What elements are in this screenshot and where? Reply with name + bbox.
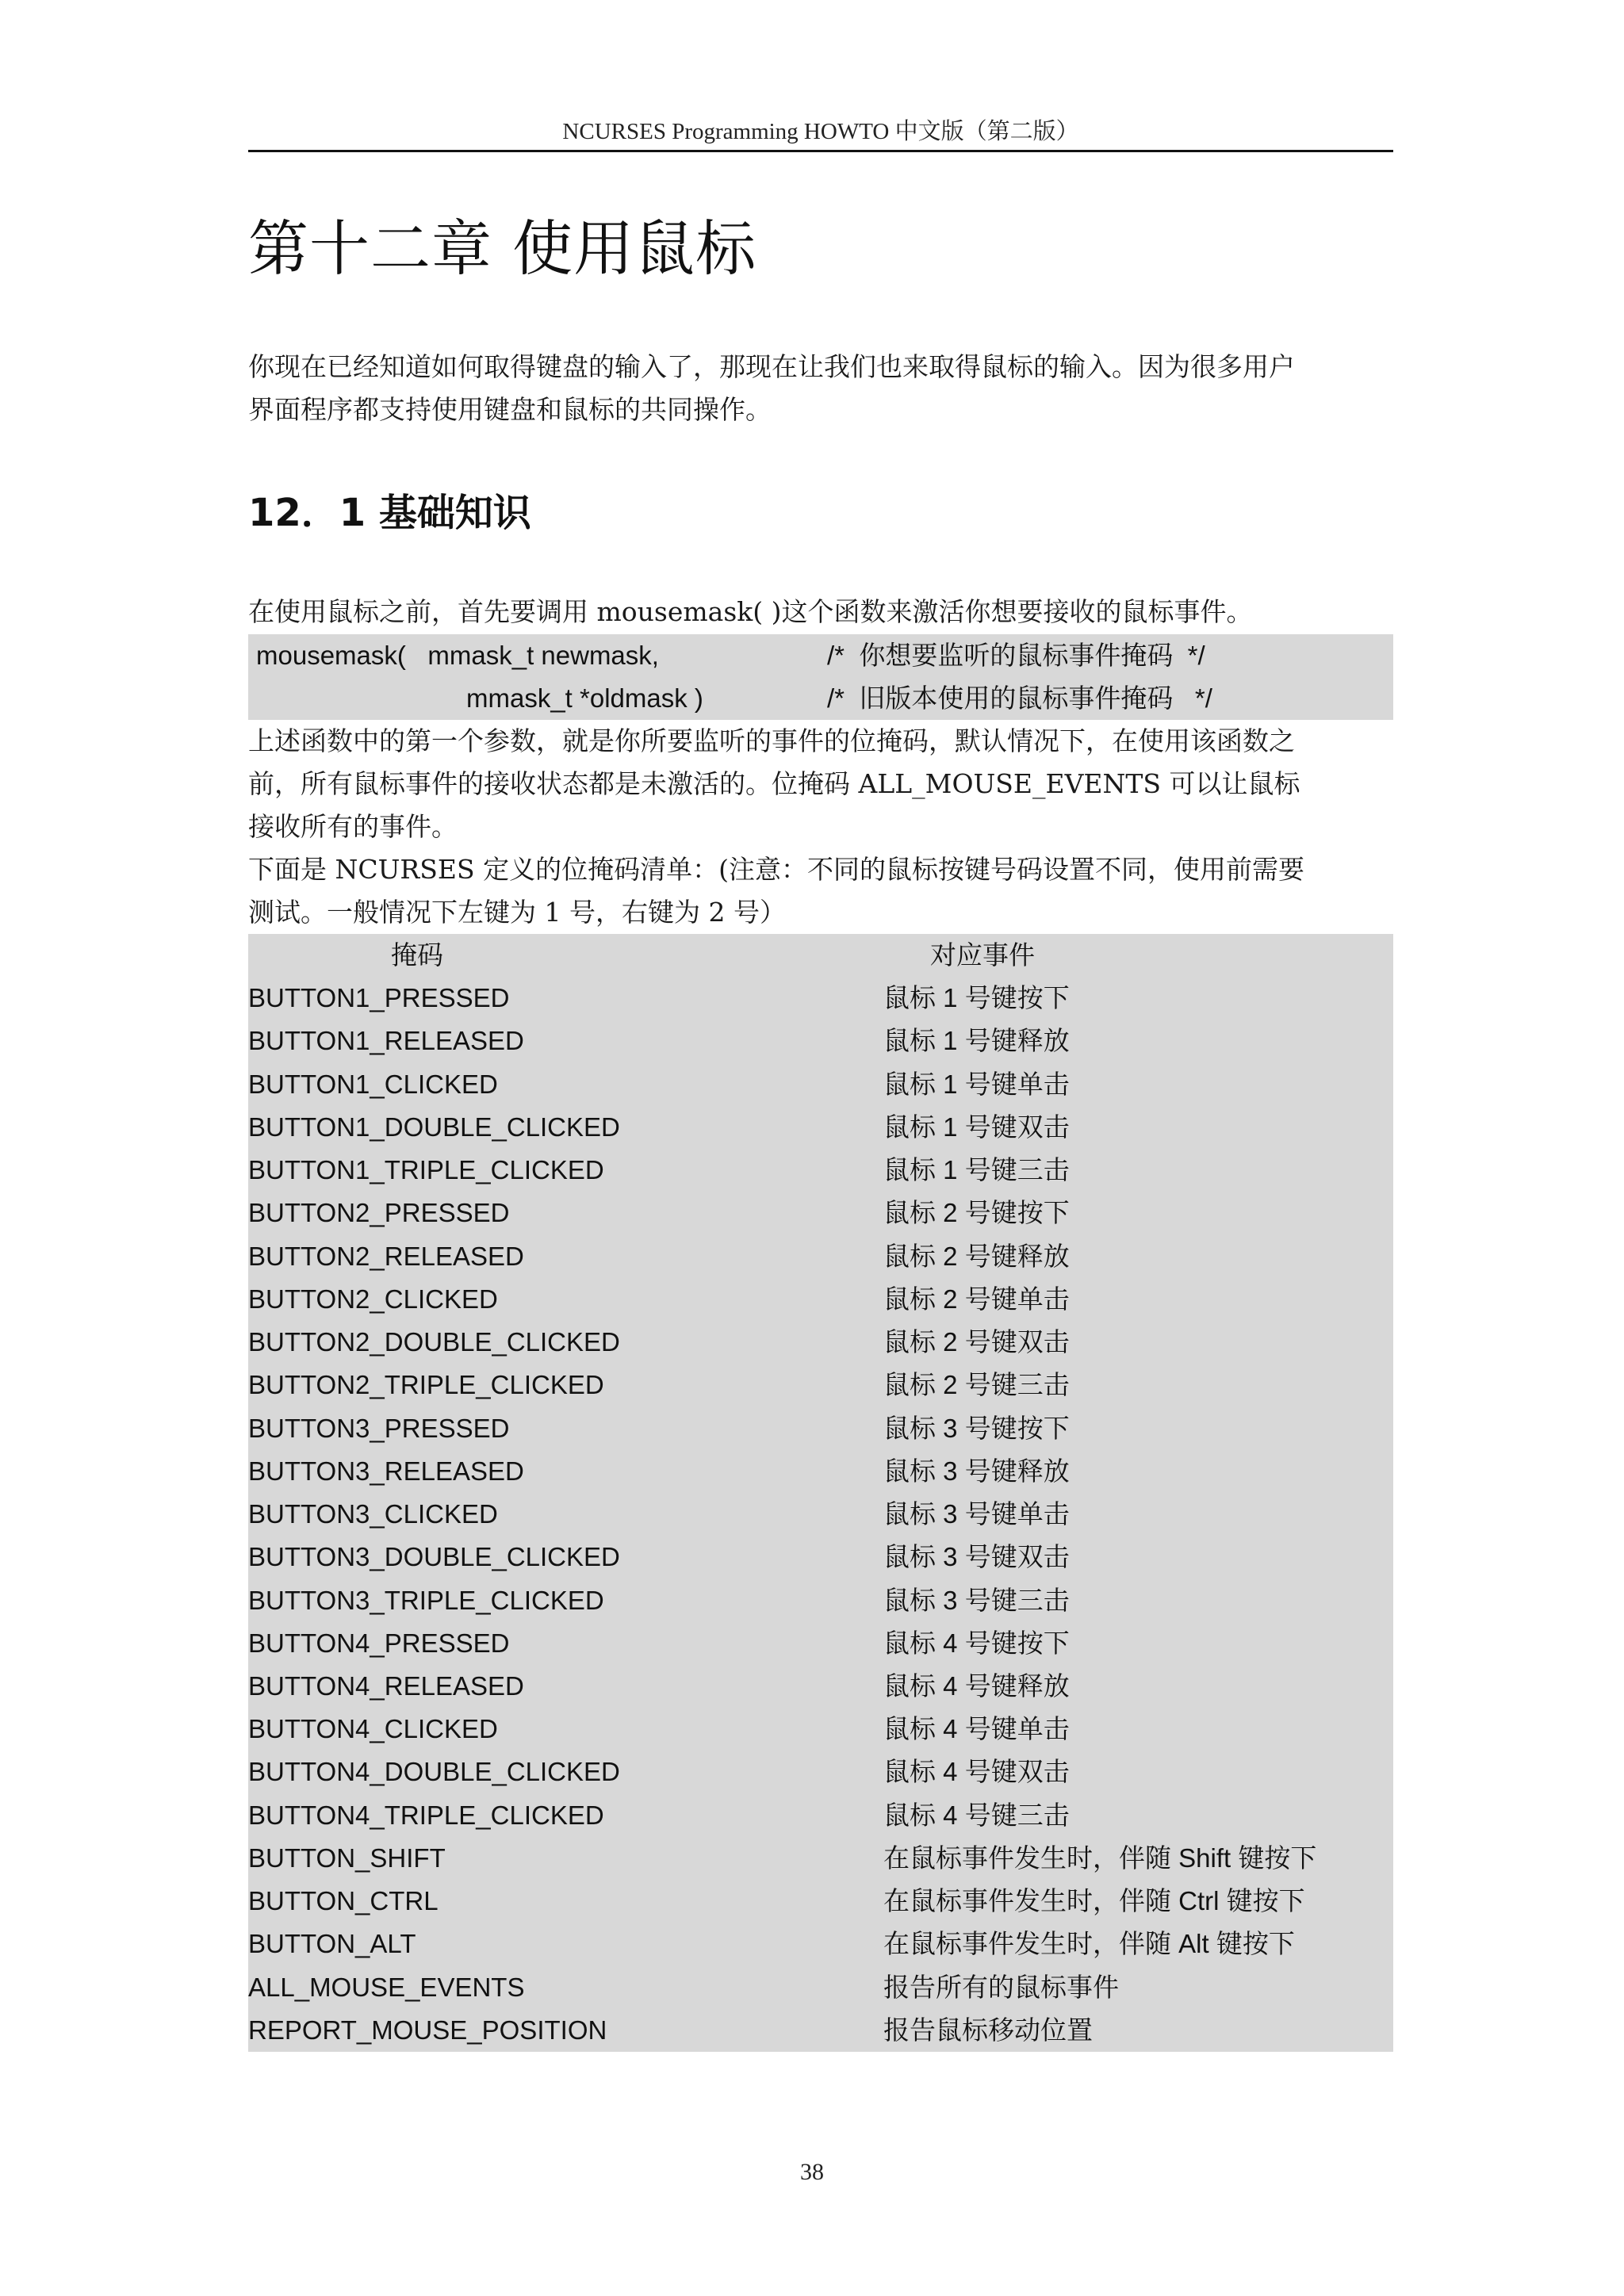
table-row [248, 1837, 1393, 1880]
code-signature-line2: mmask_t *oldmask ) [466, 683, 703, 713]
event-description-cell: 鼠标 1 号键释放 [883, 1026, 1070, 1056]
table-row [248, 1149, 1393, 1192]
mask-name-cell: BUTTON2_RELEASED [248, 1241, 524, 1271]
paragraph-mousemask [248, 591, 1393, 633]
table-header-event: 对应事件 [930, 940, 1035, 970]
page-number: 38 [800, 2159, 824, 2185]
mask-name-cell: BUTTON3_CLICKED [248, 1499, 498, 1529]
event-description-cell: 鼠标 3 号键单击 [883, 1499, 1070, 1529]
event-description-cell: 报告所有的鼠标事件 [883, 1972, 1119, 2002]
table-row [248, 2009, 1393, 2052]
table-row [248, 1063, 1393, 1106]
mask-name-cell: BUTTON1_CLICKED [248, 1069, 498, 1099]
table-row [248, 1450, 1393, 1493]
event-description-cell: 鼠标 1 号键单击 [883, 1069, 1070, 1099]
event-description-cell: 鼠标 4 号键单击 [883, 1714, 1070, 1744]
mask-name-cell: BUTTON1_DOUBLE_CLICKED [248, 1112, 620, 1142]
event-description-cell: 鼠标 1 号键三击 [883, 1155, 1070, 1185]
mask-name-cell: ALL_MOUSE_EVENTS [248, 1972, 525, 2002]
code-block [248, 634, 1393, 720]
mask-name-cell: BUTTON2_PRESSED [248, 1198, 510, 1228]
mask-name-cell: BUTTON1_PRESSED [248, 983, 510, 1013]
mask-name-cell: BUTTON3_TRIPLE_CLICKED [248, 1585, 604, 1615]
event-description-cell: 在鼠标事件发生时，伴随 Alt 键按下 [883, 1929, 1295, 1959]
table-row [248, 1106, 1393, 1149]
table-row [248, 977, 1393, 1020]
table-row [248, 1364, 1393, 1406]
mask-name-cell: BUTTON4_DOUBLE_CLICKED [248, 1757, 620, 1787]
table-row [248, 1278, 1393, 1321]
event-description-cell: 鼠标 2 号键双击 [883, 1327, 1070, 1357]
table-row [248, 1880, 1393, 1923]
intro-line: 界面程序都支持使用键盘和鼠标的共同操作。 [248, 394, 772, 425]
paragraph-line: 前，所有鼠标事件的接收状态都是未激活的。位掩码 ALL_MOUSE_EVENTS 可以让鼠标 [248, 768, 1300, 799]
mask-name-cell: BUTTON3_DOUBLE_CLICKED [248, 1542, 620, 1572]
paragraph-line: 在使用鼠标之前，首先要调用 mousemask( )这个函数来激活你想要接收的鼠标事件。 [248, 596, 1253, 627]
mask-name-cell: REPORT_MOUSE_POSITION [248, 2015, 607, 2045]
paragraph-explanation [248, 720, 1393, 848]
table-row [248, 1966, 1393, 2009]
mask-name-cell: BUTTON4_PRESSED [248, 1628, 510, 1658]
paragraph-line: 接收所有的事件。 [248, 811, 458, 842]
table-row [248, 1579, 1393, 1622]
table-row [248, 1665, 1393, 1708]
code-comment-line2: /* 旧版本使用的鼠标事件掩码 */ [827, 683, 1212, 713]
paragraph-line: 上述函数中的第一个参数，就是你所要监听的事件的位掩码，默认情况下，在使用该函数之 [248, 725, 1295, 756]
table-row [248, 1708, 1393, 1751]
mask-name-cell: BUTTON3_RELEASED [248, 1456, 524, 1486]
mask-name-cell: BUTTON4_RELEASED [248, 1670, 524, 1701]
table-row [248, 1622, 1393, 1665]
table-row [248, 1751, 1393, 1793]
event-description-cell: 鼠标 1 号键按下 [883, 983, 1070, 1013]
event-description-cell: 鼠标 2 号键三击 [883, 1370, 1070, 1400]
event-description-cell: 鼠标 2 号键按下 [883, 1198, 1070, 1228]
event-description-cell: 鼠标 4 号键按下 [883, 1628, 1070, 1658]
mask-table [248, 934, 1393, 2052]
table-row [248, 1020, 1393, 1062]
table-header-mask: 掩码 [391, 940, 443, 970]
event-description-cell: 鼠标 4 号键三击 [883, 1800, 1070, 1830]
event-description-cell: 在鼠标事件发生时，伴随 Ctrl 键按下 [883, 1886, 1305, 1916]
mask-name-cell: BUTTON2_CLICKED [248, 1284, 498, 1314]
section-heading: 12．1 基础知识 [248, 491, 531, 535]
event-description-cell: 鼠标 2 号键单击 [883, 1284, 1070, 1314]
code-signature-line1: mousemask( mmask_t newmask, [256, 641, 659, 670]
mask-name-cell: BUTTON3_PRESSED [248, 1413, 510, 1443]
event-description-cell: 鼠标 4 号键释放 [883, 1670, 1070, 1701]
mask-name-cell: BUTTON1_TRIPLE_CLICKED [248, 1155, 604, 1185]
table-row [248, 1493, 1393, 1536]
intro-line: 你现在已经知道如何取得键盘的输入了，那现在让我们也来取得鼠标的输入。因为很多用户 [248, 351, 1295, 382]
mask-name-cell: BUTTON2_TRIPLE_CLICKED [248, 1370, 604, 1400]
chapter-title: 第十二章 使用鼠标 [248, 213, 757, 284]
table-header-row [248, 934, 1393, 977]
mask-name-cell: BUTTON1_RELEASED [248, 1026, 524, 1056]
table-row [248, 1407, 1393, 1450]
event-description-cell: 鼠标 4 号键双击 [883, 1757, 1070, 1787]
event-description-cell: 鼠标 3 号键释放 [883, 1456, 1070, 1486]
event-description-cell: 鼠标 1 号键双击 [883, 1112, 1070, 1142]
table-row [248, 1192, 1393, 1234]
intro-paragraph [248, 346, 1393, 431]
table-row [248, 1794, 1393, 1837]
table-row [248, 1321, 1393, 1364]
table-row [248, 1536, 1393, 1578]
paragraph-line: 测试。一般情况下左键为 1 号，右键为 2 号） [248, 897, 786, 928]
paragraph-mask-list-intro [248, 848, 1393, 934]
event-description-cell: 鼠标 2 号键释放 [883, 1241, 1070, 1271]
header-rule [248, 150, 1393, 152]
code-comment-line1: /* 你想要监听的鼠标事件掩码 */ [827, 641, 1205, 670]
running-header: NCURSES Programming HOWTO 中文版（第二版） [562, 119, 1079, 144]
mask-name-cell: BUTTON_ALT [248, 1929, 416, 1959]
paragraph-line: 下面是 NCURSES 定义的位掩码清单：(注意：不同的鼠标按键号码设置不同，使用前需要 [248, 854, 1304, 885]
event-description-cell: 鼠标 3 号键双击 [883, 1542, 1070, 1572]
mask-name-cell: BUTTON2_DOUBLE_CLICKED [248, 1327, 620, 1357]
mask-name-cell: BUTTON4_TRIPLE_CLICKED [248, 1800, 604, 1830]
mask-name-cell: BUTTON_SHIFT [248, 1843, 446, 1873]
mask-name-cell: BUTTON4_CLICKED [248, 1714, 498, 1744]
event-description-cell: 鼠标 3 号键三击 [883, 1585, 1070, 1615]
table-row [248, 1923, 1393, 1965]
table-row [248, 1235, 1393, 1278]
mask-name-cell: BUTTON_CTRL [248, 1886, 439, 1916]
event-description-cell: 鼠标 3 号键按下 [883, 1413, 1070, 1443]
event-description-cell: 报告鼠标移动位置 [883, 2015, 1093, 2045]
event-description-cell: 在鼠标事件发生时，伴随 Shift 键按下 [883, 1843, 1317, 1873]
